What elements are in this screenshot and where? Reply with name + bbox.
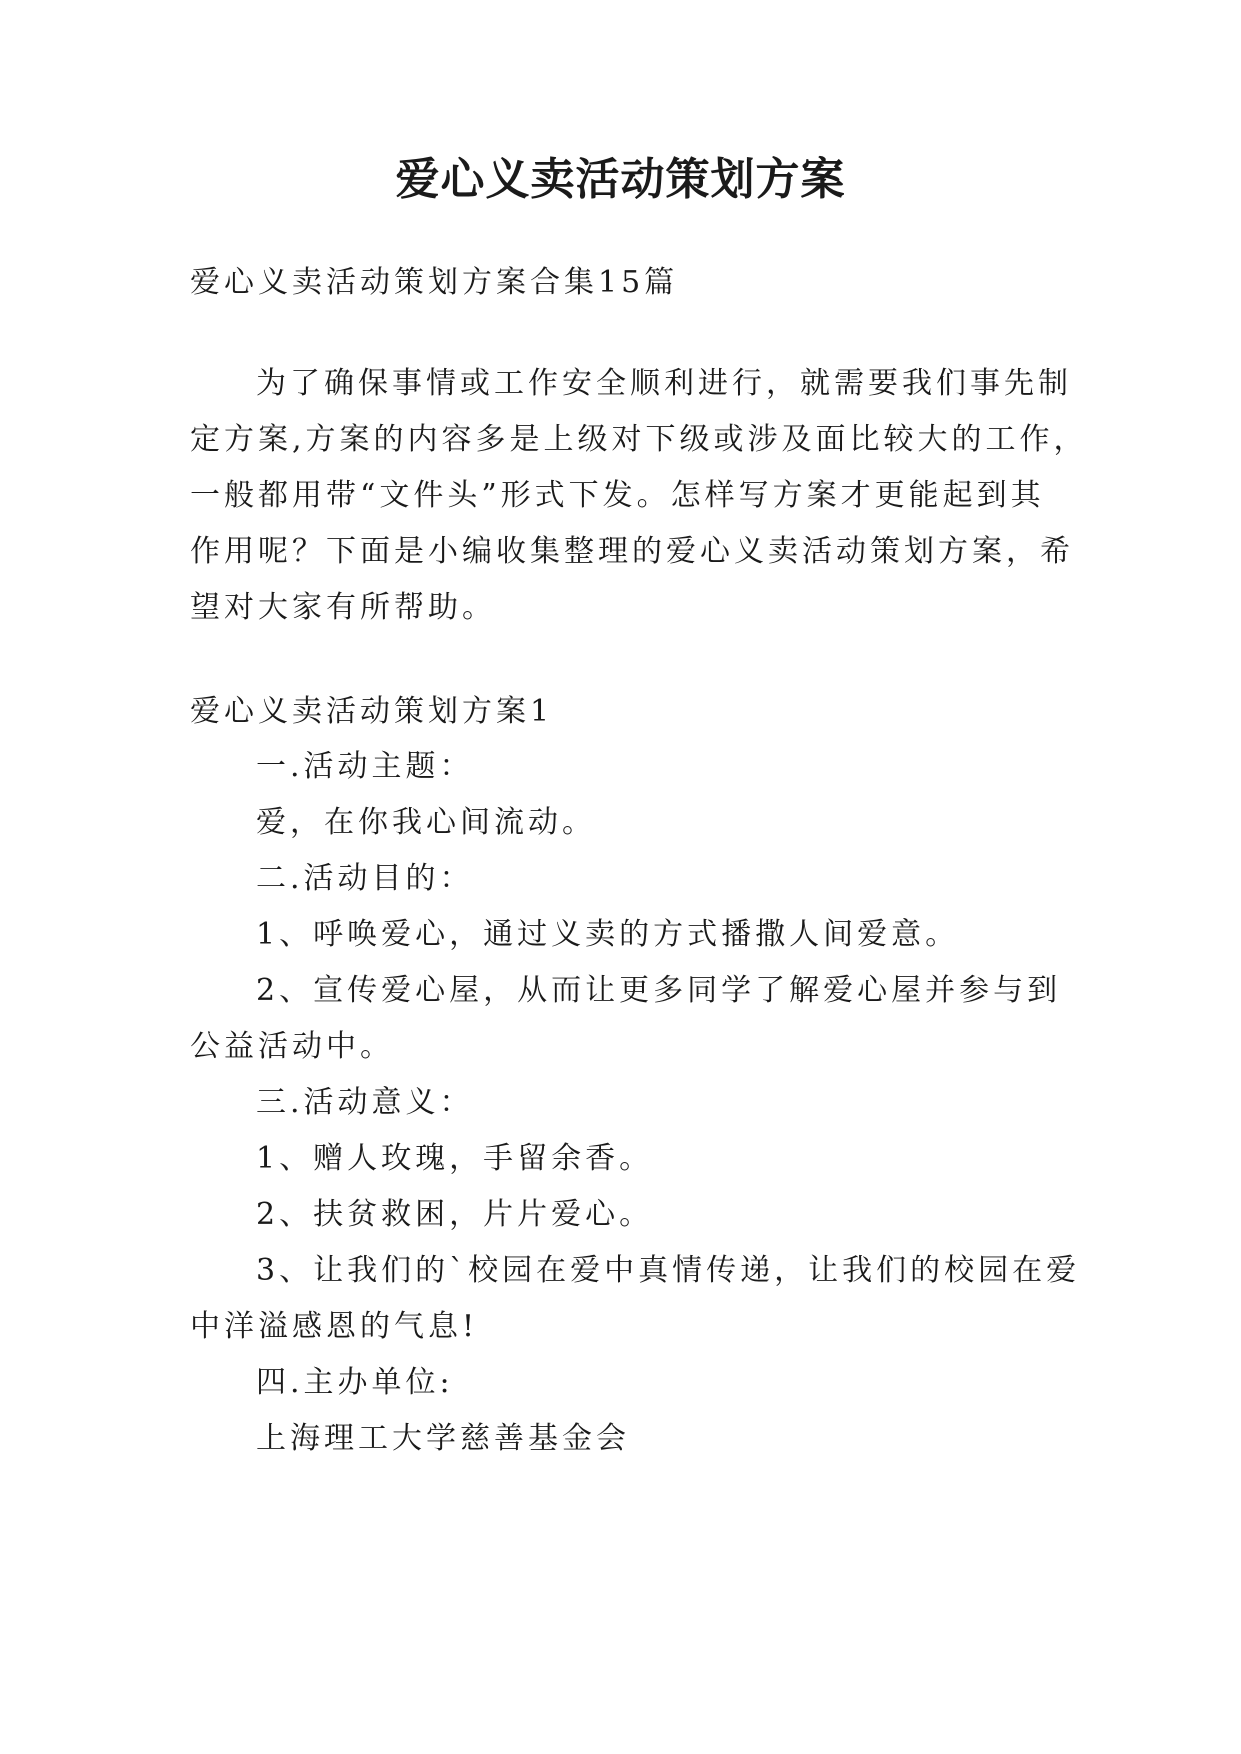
list-item: 1、呼唤爱心，通过义卖的方式播撒人间爱意。 — [256, 917, 960, 952]
intro-line: 作用呢？下面是小编收集整理的爱心义卖活动策划方案，希 — [190, 534, 1074, 569]
intro-line: 定方案,方案的内容多是上级对下级或涉及面比较大的工作， — [190, 422, 1088, 457]
list-item: 公益活动中。 — [190, 1029, 394, 1064]
intro-line: 为了确保事情或工作安全顺利进行，就需要我们事先制 — [256, 366, 1072, 401]
intro-line: 一般都用带“文件头”形式下发。怎样写方案才更能起到其 — [190, 478, 1045, 513]
list-item: 中洋溢感恩的气息! — [190, 1309, 479, 1344]
list-item: 3、让我们的`校园在爱中真情传递，让我们的校园在爱 — [256, 1253, 1081, 1288]
list-item: 2、扶贫救困，片片爱心。 — [256, 1197, 654, 1232]
list-item: 四.主办单位: — [256, 1365, 454, 1400]
list-item: 一.活动主题： — [256, 749, 474, 784]
list-item: 爱，在你我心间流动。 — [256, 805, 596, 840]
intro-line: 望对大家有所帮助。 — [190, 590, 496, 625]
list-item: 1、赠人玫瑰，手留余香。 — [256, 1141, 654, 1176]
list-item: 上海理工大学慈善基金会 — [256, 1421, 630, 1456]
list-item: 二.活动目的： — [256, 861, 474, 896]
document-subtitle: 爱心义卖活动策划方案合集15篇 — [190, 265, 679, 300]
document-title: 爱心义卖活动策划方案 — [395, 154, 846, 205]
list-item: 2、宣传爱心屋，从而让更多同学了解爱心屋并参与到 — [256, 973, 1062, 1008]
list-item: 三.活动意义： — [256, 1085, 474, 1120]
section-heading: 爱心义卖活动策划方案1 — [190, 694, 554, 729]
